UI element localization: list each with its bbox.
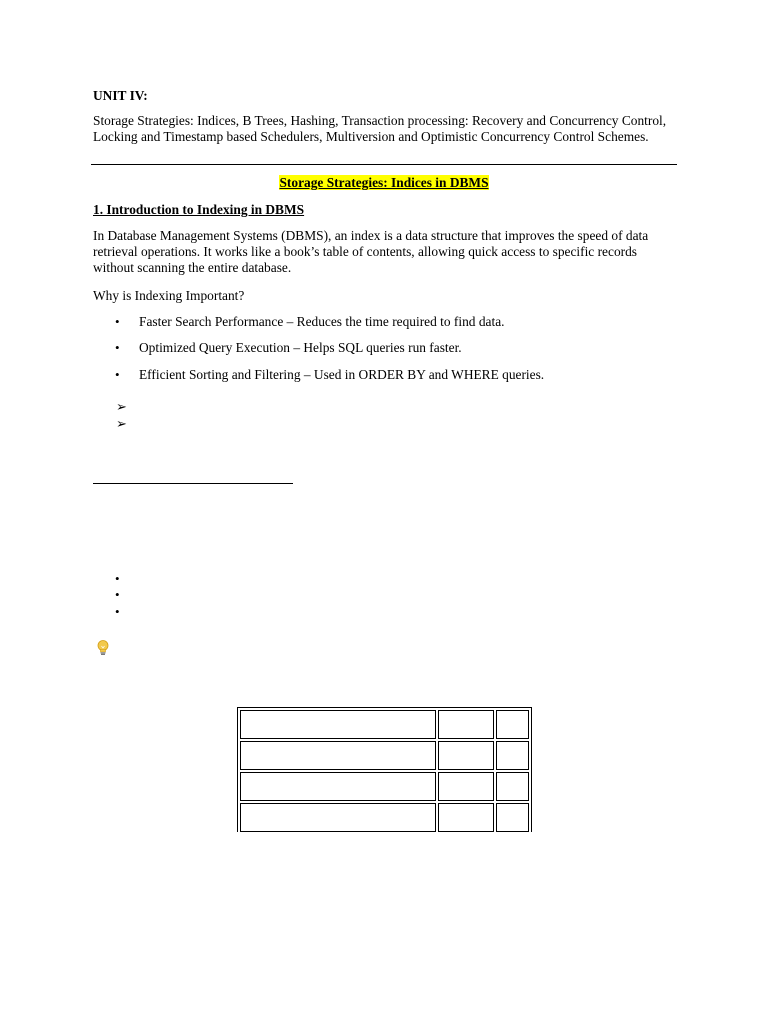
table-cell: [496, 710, 529, 739]
arrow-bullet-icon: ➢: [116, 400, 127, 415]
lightbulb-icon: [96, 639, 110, 657]
table-cell: [496, 803, 529, 832]
bullet-icon: •: [115, 571, 120, 586]
table-cell: [496, 772, 529, 801]
intro-paragraph: In Database Management Systems (DBMS), an index is a data structure that improves the speed of data retrieval operations. It works like a book’s table of contents, allowing quick access to specific records without scanning the entire database.: [93, 228, 649, 275]
bullet-icon: •: [115, 367, 120, 382]
table-cell: [496, 741, 529, 770]
bullet-icon: •: [115, 604, 120, 619]
data-table: [237, 707, 532, 835]
list-item: [115, 367, 675, 383]
list-item: [115, 340, 675, 356]
unit-heading: UNIT IV:: [93, 88, 148, 103]
bullet-text: Optimized Query Execution – Helps SQL queries run faster.: [139, 340, 462, 355]
underline-rule: [93, 483, 293, 484]
bullet-icon: •: [115, 340, 120, 355]
list-item: [115, 314, 675, 330]
horizontal-rule: [91, 164, 677, 165]
table-cell: [438, 710, 494, 739]
table-cell: [438, 772, 494, 801]
table-cell: [240, 803, 436, 832]
page-cut-mask: [236, 832, 532, 836]
table-cell: [240, 741, 436, 770]
table-row: [240, 741, 529, 770]
arrow-bullet-icon: ➢: [116, 417, 127, 432]
table-cell: [240, 772, 436, 801]
section-title-container: [0, 175, 768, 191]
why-label: Why is Indexing Important?: [93, 288, 245, 303]
bullet-icon: •: [115, 587, 120, 602]
table-row: [240, 772, 529, 801]
sub-heading: 1. Introduction to Indexing in DBMS: [93, 202, 305, 217]
section-title: Storage Strategies: Indices in DBMS: [279, 175, 489, 190]
table-cell: [240, 710, 436, 739]
bullet-icon: •: [115, 314, 120, 329]
bullet-text: Efficient Sorting and Filtering – Used in ORDER BY and WHERE queries.: [139, 367, 545, 382]
table-row: [240, 710, 529, 739]
unit-description: Storage Strategies: Indices, B Trees, Hashing, Transaction processing: Recovery and Concurrency Control, Locking and Timestamp based Schedulers, Multiversion and Optimistic Concurrency Control Schemes.: [93, 113, 667, 144]
bullet-text: Faster Search Performance – Reduces the time required to find data.: [139, 314, 505, 329]
table-cell: [438, 803, 494, 832]
table-row: [240, 803, 529, 832]
table-cell: [438, 741, 494, 770]
